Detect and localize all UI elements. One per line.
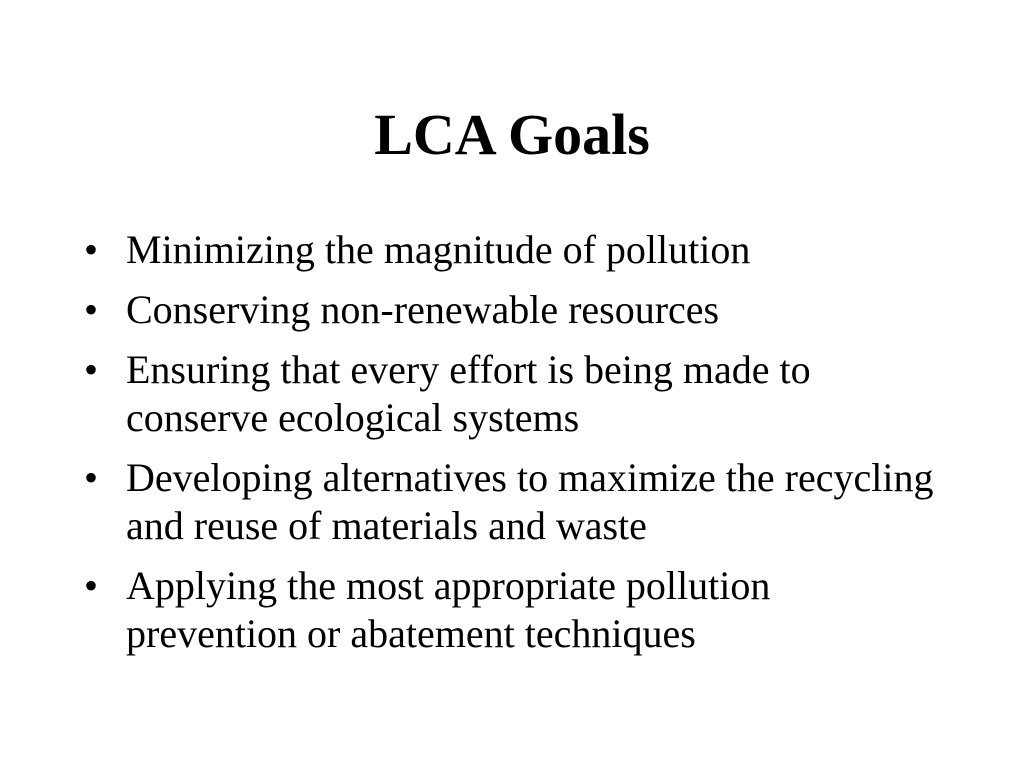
bullet-item [84,226,944,274]
bullet-item [84,562,944,658]
slide-title: LCA Goals [374,102,650,167]
bullet-icon: • [84,455,99,500]
bullet-icon: • [84,347,99,392]
bullet-item [84,346,944,442]
bullet-item [84,286,944,334]
bullet-text: Minimizing the magnitude of pollution [126,227,751,272]
bullet-text: Ensuring that every effort is being made to conserve ecological systems [126,347,811,440]
bullet-text: Developing alternatives to maximize the recycling and reuse of materials and waste [126,455,934,548]
bullet-text: Conserving non-renewable resources [126,287,720,332]
bullet-icon: • [84,563,99,608]
bullet-icon: • [84,287,99,332]
bullet-icon: • [84,227,99,272]
bullet-item [84,454,944,550]
bullet-list [84,226,944,670]
bullet-text: Applying the most appropriate pollution prevention or abatement techniques [126,563,771,656]
